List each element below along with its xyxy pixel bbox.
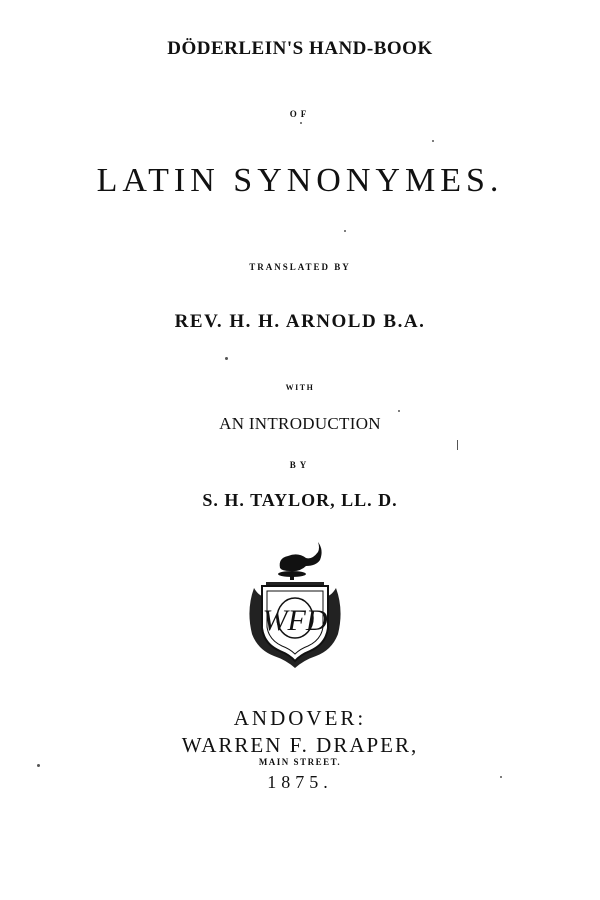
introduction-author: S. H. TAYLOR, LL. D. [202, 490, 398, 510]
svg-text:WFD: WFD [262, 604, 328, 637]
scan-speck [432, 140, 434, 142]
scan-speck [300, 122, 302, 124]
with-label: WITH [285, 383, 315, 392]
scan-speck [344, 230, 346, 232]
translated-by-label: TRANSLATED BY [249, 262, 351, 272]
of-label: OF [289, 109, 311, 119]
scan-speck [457, 440, 458, 450]
book-title-top: DÖDERLEIN'S HAND-BOOK [167, 38, 433, 59]
introduction-label: AN INTRODUCTION [219, 414, 381, 433]
publication-place: ANDOVER: [233, 706, 367, 730]
scan-speck [398, 410, 400, 412]
publisher-lamp-shield-icon [240, 538, 350, 673]
publication-year: 1875. [267, 772, 333, 792]
scan-speck [37, 764, 40, 767]
scan-speck [500, 776, 502, 778]
scan-speck [225, 357, 228, 360]
publisher-name: WARREN F. DRAPER, [181, 733, 419, 757]
book-main-title: LATIN SYNONYMES. [96, 162, 504, 199]
publisher-street: MAIN STREET. [258, 757, 342, 767]
by-label: BY [289, 460, 311, 470]
translator-name: REV. H. H. ARNOLD B.A. [174, 311, 426, 332]
